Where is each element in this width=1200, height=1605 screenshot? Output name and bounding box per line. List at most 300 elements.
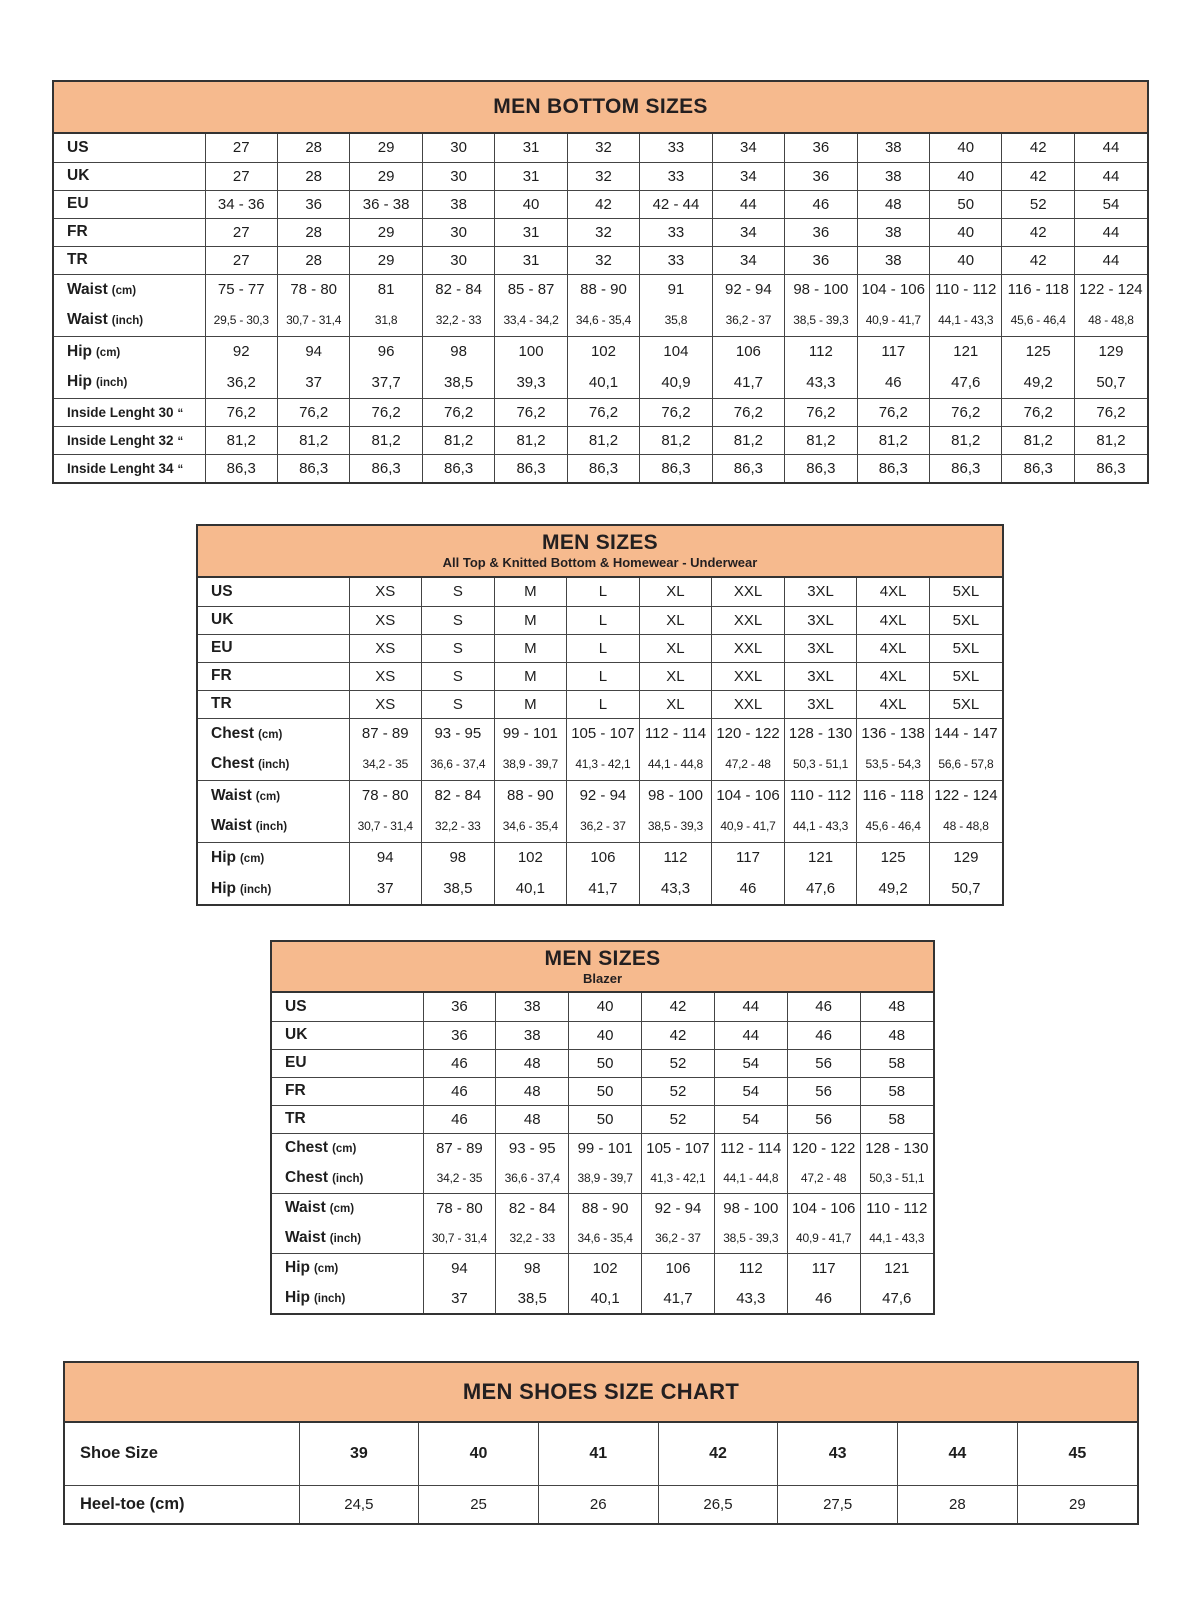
size-cell: S [422, 578, 495, 606]
size-cell: XXL [712, 578, 785, 606]
size-cell: S [422, 662, 495, 690]
size-cell: 82 - 84 [422, 274, 494, 305]
size-cell: 81,2 [1074, 426, 1147, 454]
size-cell: 50,7 [929, 873, 1002, 904]
size-cell: 81 [350, 274, 422, 305]
size-cell: 33,4 - 34,2 [495, 305, 567, 336]
size-cell: 44 [1074, 246, 1147, 274]
row-label [272, 1193, 423, 1223]
size-cell: 104 - 106 [712, 780, 785, 811]
size-cell: 42 [1002, 246, 1074, 274]
size-cell: 43,3 [639, 873, 712, 904]
size-cell: 31 [495, 218, 567, 246]
size-cell: 38,9 - 39,7 [494, 749, 567, 780]
size-cell: XS [349, 606, 422, 634]
size-cell: 44 [714, 1021, 787, 1049]
size-cell: M [494, 578, 567, 606]
row-label [198, 578, 349, 606]
size-cell: 36,2 - 37 [712, 305, 784, 336]
size-cell: 121 [860, 1253, 933, 1283]
row-label-text: Waist [285, 1199, 326, 1217]
row-label-text: Waist [211, 817, 252, 835]
size-cell: M [494, 690, 567, 718]
size-cell: 39 [299, 1423, 419, 1485]
size-cell: 30,7 - 31,4 [349, 811, 422, 842]
size-cell: 40,1 [567, 367, 639, 398]
row-unit: “ [177, 463, 184, 476]
size-cell: 120 - 122 [787, 1133, 860, 1163]
size-cell: 102 [567, 336, 639, 367]
size-cell: 44,1 - 44,8 [714, 1163, 787, 1193]
table-row [272, 1223, 933, 1253]
size-cell: 40,9 [640, 367, 712, 398]
size-cell: 102 [494, 842, 567, 873]
size-cell: 41,7 [567, 873, 640, 904]
table-header [198, 526, 1002, 578]
size-cell: 40,9 - 41,7 [787, 1223, 860, 1253]
size-cell: 29 [350, 162, 422, 190]
size-cell: 54 [714, 1077, 787, 1105]
size-cell: 41,3 - 42,1 [567, 749, 640, 780]
size-cell: 38,5 - 39,3 [639, 811, 712, 842]
size-cell: L [567, 634, 640, 662]
size-cell: 38 [857, 218, 929, 246]
size-cell: XXL [712, 662, 785, 690]
size-cell: 120 - 122 [712, 718, 785, 749]
size-cell: 76,2 [205, 398, 277, 426]
size-cell: 29,5 - 30,3 [205, 305, 277, 336]
row-label [54, 134, 205, 162]
table-row [198, 780, 1002, 811]
size-cell: 38 [857, 162, 929, 190]
size-cell: 40 [930, 162, 1002, 190]
size-cell: 129 [929, 842, 1002, 873]
size-cell: 34,6 - 35,4 [567, 305, 639, 336]
size-cell: 31 [495, 134, 567, 162]
row-unit: (inch) [255, 821, 288, 834]
size-cell: 106 [642, 1253, 715, 1283]
size-cell: 37,7 [350, 367, 422, 398]
table-row [198, 634, 1002, 662]
size-cell: 28 [277, 134, 349, 162]
row-label [54, 398, 205, 426]
table-row [54, 367, 1147, 398]
size-cell: 46 [423, 1105, 496, 1133]
size-cell: 36,2 - 37 [567, 811, 640, 842]
row-unit: (cm) [329, 1203, 355, 1216]
row-label-text: US [211, 582, 233, 600]
table-row [198, 873, 1002, 904]
size-cell: 76,2 [857, 398, 929, 426]
size-cell: 47,6 [784, 873, 857, 904]
size-cell: 41,7 [712, 367, 784, 398]
size-cell: 104 - 106 [857, 274, 929, 305]
row-unit: (inch) [239, 883, 272, 896]
size-cell: 36 [785, 218, 857, 246]
size-cell: 86,3 [930, 454, 1002, 482]
size-cell: 46 [423, 1049, 496, 1077]
size-cell: XL [639, 662, 712, 690]
size-cell: 82 - 84 [422, 780, 495, 811]
size-cell: 94 [349, 842, 422, 873]
size-cell: 31 [495, 162, 567, 190]
size-cell: 58 [860, 1105, 933, 1133]
size-cell: S [422, 690, 495, 718]
size-cell: 112 [785, 336, 857, 367]
size-cell: 81,2 [640, 426, 712, 454]
size-grid [272, 993, 933, 1313]
size-cell: 38,5 - 39,3 [714, 1223, 787, 1253]
size-cell: 54 [714, 1049, 787, 1077]
row-label [54, 367, 205, 398]
size-cell: 30 [422, 162, 494, 190]
row-label-text: Inside Lenght 34 [67, 460, 174, 476]
size-cell: 50 [930, 190, 1002, 218]
size-cell: 110 - 112 [784, 780, 857, 811]
size-cell: 98 [496, 1253, 569, 1283]
size-cell: 29 [1017, 1485, 1137, 1523]
table-row [198, 749, 1002, 780]
row-label-text: UK [211, 611, 234, 628]
row-label [272, 1049, 423, 1077]
row-label [272, 993, 423, 1021]
size-cell: 104 [640, 336, 712, 367]
size-cell: XS [349, 634, 422, 662]
table-row [54, 398, 1147, 426]
size-cell: 36,6 - 37,4 [422, 749, 495, 780]
row-label-text: Inside Lenght 32 [67, 432, 174, 448]
size-cell: 38,5 [496, 1283, 569, 1313]
size-cell: 41 [538, 1423, 658, 1485]
size-cell: 38,5 [422, 873, 495, 904]
row-label-text: Heel-toe (cm) [80, 1494, 185, 1513]
size-cell: 117 [712, 842, 785, 873]
size-cell: 38 [857, 246, 929, 274]
size-cell: XS [349, 578, 422, 606]
size-cell: 86,3 [857, 454, 929, 482]
size-cell: 121 [930, 336, 1002, 367]
size-cell: 44 [898, 1423, 1018, 1485]
size-cell: 42 [1002, 218, 1074, 246]
size-cell: 28 [277, 218, 349, 246]
size-cell: 46 [787, 1021, 860, 1049]
table-row [272, 1193, 933, 1223]
row-label [198, 690, 349, 718]
row-label-text: Shoe Size [80, 1444, 158, 1463]
row-label [198, 749, 349, 780]
size-cell: 81,2 [495, 426, 567, 454]
table-row [198, 578, 1002, 606]
size-cell: 129 [1074, 336, 1147, 367]
size-cell: 28 [898, 1485, 1018, 1523]
size-cell: 44,1 - 43,3 [930, 305, 1002, 336]
table-title: MEN SHOES SIZE CHART [462, 1378, 740, 1404]
size-cell: 29 [350, 218, 422, 246]
row-label [54, 274, 205, 305]
size-cell: 27 [205, 218, 277, 246]
size-cell: 46 [857, 367, 929, 398]
size-cell: 50 [569, 1049, 642, 1077]
size-cell: 34 - 36 [205, 190, 277, 218]
size-cell: 76,2 [785, 398, 857, 426]
size-cell: 34,2 - 35 [349, 749, 422, 780]
size-cell: 24,5 [299, 1485, 419, 1523]
size-cell: 76,2 [640, 398, 712, 426]
row-label-text: Chest [285, 1139, 329, 1157]
size-cell: 38 [496, 1021, 569, 1049]
row-label [54, 246, 205, 274]
size-cell: XS [349, 662, 422, 690]
table-row [198, 811, 1002, 842]
size-cell: 93 - 95 [422, 718, 495, 749]
size-cell: 42 [658, 1423, 778, 1485]
row-label [272, 1133, 423, 1163]
size-cell: 36 [423, 1021, 496, 1049]
size-cell: 56 [787, 1049, 860, 1077]
size-cell: 40,9 - 41,7 [857, 305, 929, 336]
table-row [272, 1253, 933, 1283]
table-row [198, 842, 1002, 873]
size-cell: 122 - 124 [929, 780, 1002, 811]
row-label [54, 218, 205, 246]
size-cell: S [422, 634, 495, 662]
size-cell: 44 [1074, 134, 1147, 162]
size-cell: 46 [423, 1077, 496, 1105]
row-label-text: Hip [211, 879, 236, 897]
table-row [54, 190, 1147, 218]
table-title: MEN SIZES [544, 946, 661, 970]
size-cell: 28 [277, 246, 349, 274]
size-cell: 106 [712, 336, 784, 367]
size-cell: XL [639, 634, 712, 662]
row-label-text: Hip [67, 373, 92, 391]
size-cell: 36 [785, 246, 857, 274]
size-cell: 43,3 [785, 367, 857, 398]
size-cell: 44,1 - 43,3 [860, 1223, 933, 1253]
size-cell: 26 [538, 1485, 658, 1523]
row-label-text: TR [67, 251, 88, 268]
size-cell: 43 [778, 1423, 898, 1485]
size-cell: 98 - 100 [714, 1193, 787, 1223]
men-shoes-size-table [63, 1361, 1139, 1525]
size-cell: 48 - 48,8 [929, 811, 1002, 842]
size-cell: 36,6 - 37,4 [496, 1163, 569, 1193]
row-unit: (cm) [332, 1143, 357, 1156]
size-cell: 92 - 94 [642, 1193, 715, 1223]
size-cell: 86,3 [422, 454, 494, 482]
row-label-text: TR [285, 1110, 306, 1127]
size-cell: 30 [422, 218, 494, 246]
row-label-text: Chest [285, 1168, 329, 1186]
size-cell: 78 - 80 [349, 780, 422, 811]
size-cell: 52 [642, 1049, 715, 1077]
size-cell: 94 [277, 336, 349, 367]
size-cell: 48 - 48,8 [1074, 305, 1147, 336]
size-cell: 40,9 - 41,7 [712, 811, 785, 842]
size-cell: 98 - 100 [639, 780, 712, 811]
size-cell: 40,1 [494, 873, 567, 904]
row-label [272, 1105, 423, 1133]
size-cell: 28 [277, 162, 349, 190]
size-cell: 81,2 [205, 426, 277, 454]
size-cell: 38,9 - 39,7 [569, 1163, 642, 1193]
row-label [54, 190, 205, 218]
size-cell: L [567, 606, 640, 634]
table-row [272, 1021, 933, 1049]
size-cell: 76,2 [1002, 398, 1074, 426]
size-cell: 85 - 87 [495, 274, 567, 305]
row-unit: “ [177, 407, 184, 420]
row-unit: (cm) [255, 790, 281, 803]
size-cell: 48 [860, 993, 933, 1021]
table-row [54, 336, 1147, 367]
row-label-text: EU [211, 639, 233, 656]
row-label [198, 606, 349, 634]
size-cell: 88 - 90 [494, 780, 567, 811]
men-sizes-blazer-table [270, 940, 935, 1315]
size-cell: 36 [785, 162, 857, 190]
row-label-text: Waist [285, 1228, 326, 1246]
size-cell: 98 [422, 842, 495, 873]
size-cell: 81,2 [350, 426, 422, 454]
size-cell: 99 - 101 [494, 718, 567, 749]
size-cell: 4XL [857, 606, 930, 634]
size-cell: 46 [785, 190, 857, 218]
size-cell: 25 [419, 1485, 539, 1523]
size-cell: 81,2 [785, 426, 857, 454]
size-cell: 43,3 [714, 1283, 787, 1313]
row-unit: (inch) [313, 1293, 346, 1305]
table-row [54, 454, 1147, 482]
row-label [54, 454, 205, 482]
size-cell: 41,3 - 42,1 [642, 1163, 715, 1193]
row-label [272, 1223, 423, 1253]
size-cell: 27 [205, 134, 277, 162]
size-cell: 40 [569, 1021, 642, 1049]
row-unit: (cm) [239, 852, 265, 865]
size-cell: 52 [642, 1105, 715, 1133]
size-cell: 5XL [929, 578, 1002, 606]
size-cell: 40,1 [569, 1283, 642, 1313]
men-sizes-top-table [196, 524, 1004, 906]
size-cell: 5XL [929, 606, 1002, 634]
size-cell: 81,2 [857, 426, 929, 454]
row-label [272, 1253, 423, 1283]
size-cell: 48 [496, 1105, 569, 1133]
table-header [65, 1363, 1137, 1423]
size-cell: 35,8 [640, 305, 712, 336]
size-cell: S [422, 606, 495, 634]
size-cell: 32,2 - 33 [422, 811, 495, 842]
size-cell: 46 [787, 993, 860, 1021]
size-cell: 29 [350, 134, 422, 162]
row-label-text: Chest [211, 755, 255, 773]
size-cell: 76,2 [350, 398, 422, 426]
size-cell: 81,2 [567, 426, 639, 454]
table-title: MEN BOTTOM SIZES [493, 95, 708, 119]
size-cell: 32 [567, 162, 639, 190]
row-label-text: UK [67, 167, 90, 184]
size-cell: 88 - 90 [567, 274, 639, 305]
size-cell: 44 [1074, 162, 1147, 190]
size-cell: 106 [567, 842, 640, 873]
size-cell: 93 - 95 [496, 1133, 569, 1163]
size-cell: 30,7 - 31,4 [277, 305, 349, 336]
row-label-text: Waist [211, 786, 252, 804]
size-cell: 94 [423, 1253, 496, 1283]
size-cell: 34,6 - 35,4 [494, 811, 567, 842]
size-cell: 5XL [929, 690, 1002, 718]
size-cell: 76,2 [1074, 398, 1147, 426]
size-cell: 86,3 [712, 454, 784, 482]
size-cell: 110 - 112 [930, 274, 1002, 305]
size-cell: 125 [1002, 336, 1074, 367]
row-label-text: UK [285, 1026, 308, 1043]
size-cell: 33 [640, 218, 712, 246]
size-cell: 5XL [929, 662, 1002, 690]
size-cell: 42 [642, 1021, 715, 1049]
size-grid [54, 134, 1147, 482]
table-row [54, 218, 1147, 246]
size-cell: XXL [712, 690, 785, 718]
size-cell: 40 [495, 190, 567, 218]
table-row [54, 134, 1147, 162]
size-cell: 37 [277, 367, 349, 398]
row-label [198, 718, 349, 749]
size-cell: 40 [419, 1423, 539, 1485]
size-cell: 87 - 89 [349, 718, 422, 749]
size-cell: 3XL [784, 578, 857, 606]
size-cell: 48 [860, 1021, 933, 1049]
size-cell: 54 [1074, 190, 1147, 218]
size-cell: 29 [350, 246, 422, 274]
row-label [54, 305, 205, 336]
table-header [272, 942, 933, 993]
size-cell: 78 - 80 [423, 1193, 496, 1223]
size-cell: 38 [857, 134, 929, 162]
size-cell: 27 [205, 246, 277, 274]
size-cell: 36,2 [205, 367, 277, 398]
row-unit: (inch) [95, 377, 128, 390]
size-cell: 76,2 [567, 398, 639, 426]
size-cell: 56,6 - 57,8 [929, 749, 1002, 780]
size-cell: 27 [205, 162, 277, 190]
table-row [272, 1077, 933, 1105]
size-cell: 42 [567, 190, 639, 218]
size-cell: 117 [857, 336, 929, 367]
size-cell: 105 - 107 [567, 718, 640, 749]
size-cell: 37 [423, 1283, 496, 1313]
size-cell: 36 [423, 993, 496, 1021]
table-row [198, 718, 1002, 749]
size-cell: 122 - 124 [1074, 274, 1147, 305]
size-cell: 50,3 - 51,1 [860, 1163, 933, 1193]
size-cell: 78 - 80 [277, 274, 349, 305]
size-cell: 76,2 [495, 398, 567, 426]
row-unit: (cm) [313, 1263, 339, 1276]
row-label [65, 1423, 299, 1485]
size-cell: 117 [787, 1253, 860, 1283]
size-cell: 49,2 [1002, 367, 1074, 398]
size-cell: 81,2 [930, 426, 1002, 454]
size-cell: 3XL [784, 690, 857, 718]
size-cell: M [494, 606, 567, 634]
row-unit: (cm) [111, 284, 137, 297]
size-cell: 32 [567, 134, 639, 162]
size-cell: 48 [857, 190, 929, 218]
size-cell: 91 [640, 274, 712, 305]
size-cell: 44,1 - 43,3 [784, 811, 857, 842]
